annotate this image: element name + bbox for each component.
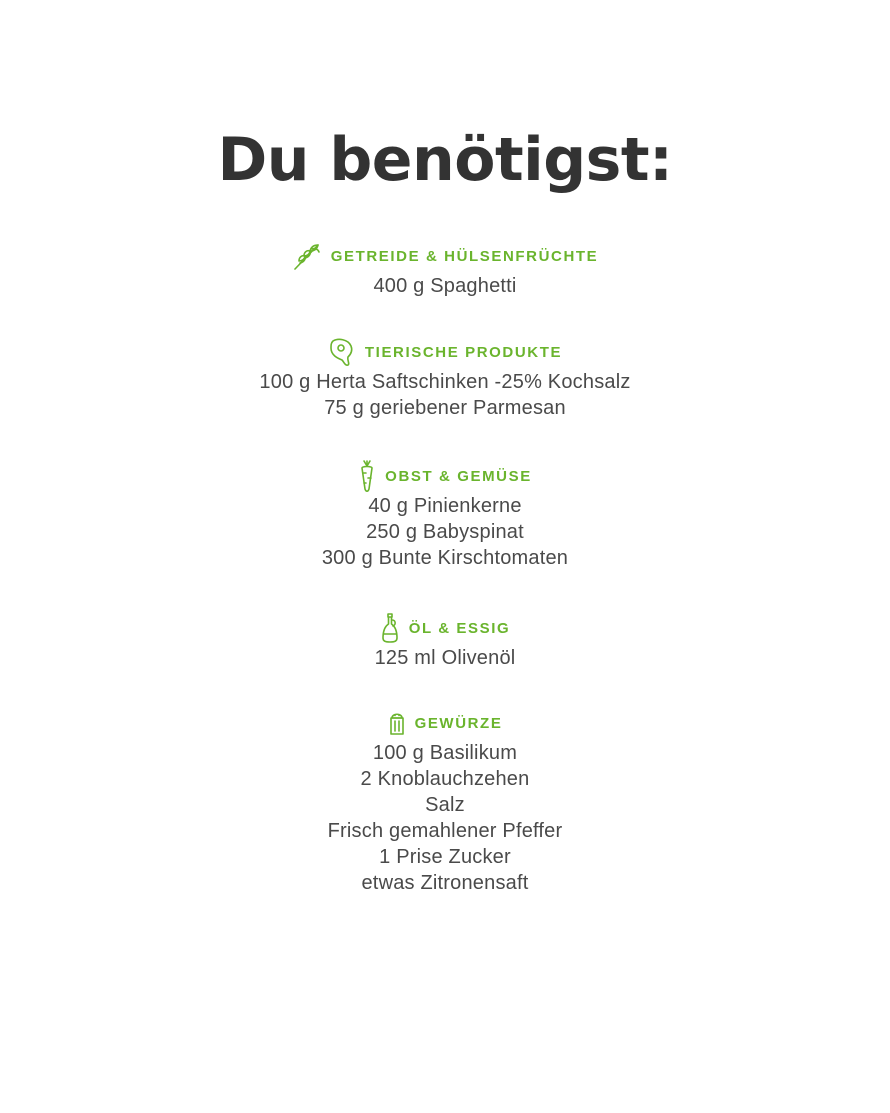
section-oil-vinegar: [0, 611, 890, 671]
meat-icon: [328, 337, 356, 367]
ingredient-list: [0, 273, 890, 299]
list-item: 400 g Spaghetti: [373, 275, 517, 297]
section-grains: [0, 239, 890, 299]
section-spices: [0, 706, 890, 896]
category-header: [0, 611, 890, 645]
list-item: Salz: [425, 794, 465, 816]
carrot-icon: [358, 459, 376, 493]
category-label: TIERISCHE PRODUKTE: [364, 343, 563, 361]
oil-bottle-icon: [380, 612, 400, 644]
section-fruit-vegetables: [0, 459, 890, 571]
ingredient-list: [0, 645, 890, 671]
spice-shaker-icon: [388, 710, 406, 736]
list-item: Frisch gemahlener Pfeffer: [327, 820, 563, 842]
ingredient-list: [0, 740, 890, 896]
section-animal-products: [0, 335, 890, 421]
category-label: GETREIDE & HÜLSENFRÜCHTE: [330, 247, 599, 265]
list-item: 100 g Basilikum: [372, 742, 518, 764]
category-header: [0, 706, 890, 740]
category-label: GEWÜRZE: [414, 714, 503, 732]
list-item: etwas Zitronensaft: [361, 872, 529, 894]
category-label: ÖL & ESSIG: [408, 619, 511, 637]
list-item: 1 Prise Zucker: [379, 846, 511, 868]
list-item: 125 ml Olivenöl: [374, 647, 516, 669]
category-header: [0, 335, 890, 369]
category-header: [0, 459, 890, 493]
category-label: OBST & GEMÜSE: [385, 467, 532, 485]
page-title: Du benötigst:: [217, 125, 673, 195]
category-header: [0, 239, 890, 273]
list-item: 2 Knoblauchzehen: [360, 768, 530, 790]
list-item: 250 g Babyspinat: [366, 521, 524, 543]
wheat-icon: [292, 241, 322, 271]
ingredient-list: [0, 493, 890, 571]
list-item: 100 g Herta Saftschinken -25% Kochsalz: [259, 371, 631, 393]
ingredient-list: [0, 369, 890, 421]
list-item: 75 g geriebener Parmesan: [324, 397, 566, 419]
list-item: 300 g Bunte Kirschtomaten: [321, 547, 569, 569]
list-item: 40 g Pinienkerne: [368, 495, 522, 517]
